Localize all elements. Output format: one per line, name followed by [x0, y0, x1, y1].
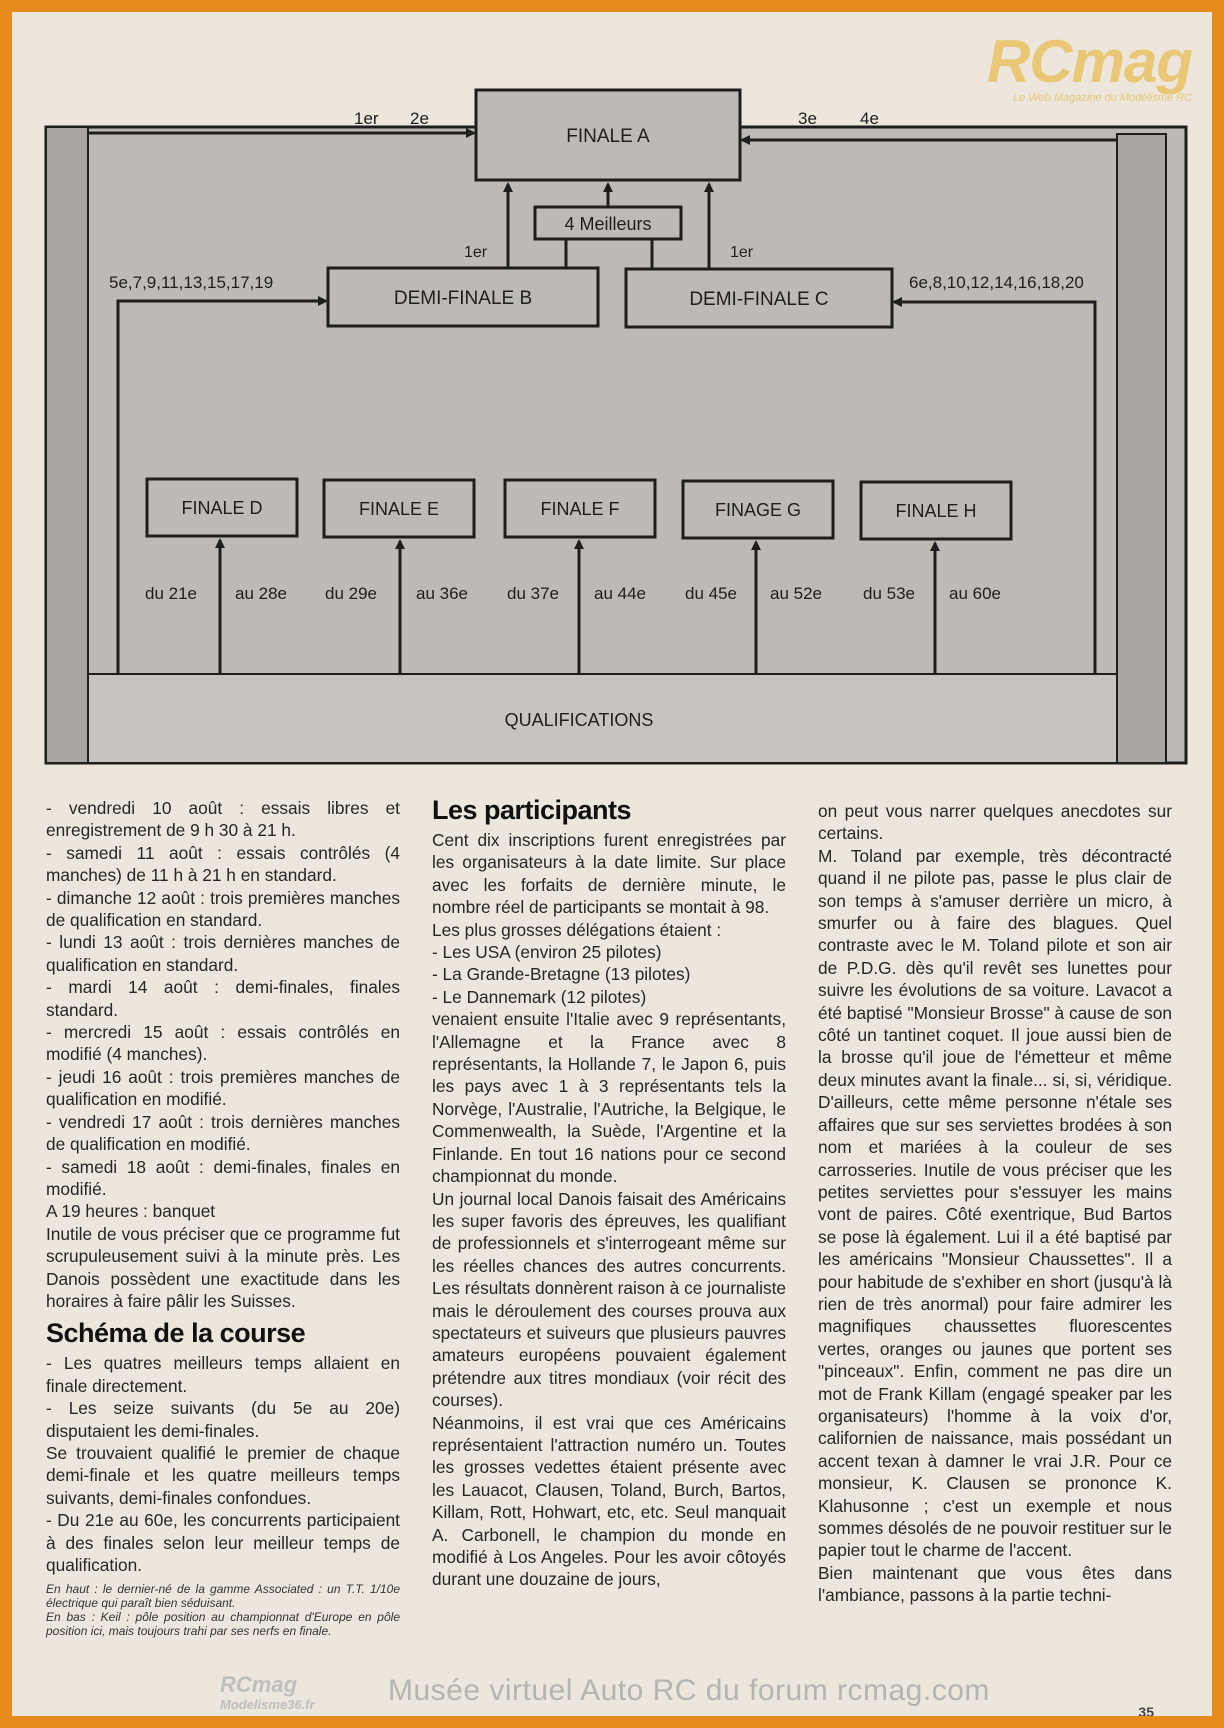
finale-g-label: FINAGE G: [714, 500, 802, 520]
finale-h-label: FINALE H: [895, 501, 977, 521]
schema-item: - Du 21e au 60e, les concurrents participaient à des finales selon leur meilleur temps de qualification.: [46, 1510, 400, 1575]
schema-heading: Schéma de la course: [46, 1318, 306, 1349]
schedule-item: - jeudi 16 août : trois premières manches de qualification en modifié.: [46, 1066, 400, 1110]
pos-1er: 1er: [354, 109, 379, 128]
column-3: [818, 800, 1172, 1607]
pos-3e: 3e: [798, 109, 817, 128]
article-paragraph: on peut vous narrer quelques anecdotes sur certains.: [818, 801, 1172, 844]
pos-2e: 2e: [410, 109, 429, 128]
demi-c-positions: 6e,8,10,12,14,16,18,20: [909, 273, 1084, 292]
logo-tagline: Le Web Magazine du Modélisme RC: [1013, 92, 1192, 104]
schema-item: - Les seize suivants (du 5e au 20e) disputaient les demi-finales.: [46, 1398, 400, 1441]
article-paragraph: M. Toland par exemple, très décontracté quand il ne pilote pas, passe le plus clair de son temps à s'amuser derrière un micro, à smurfer ou à faire des blagues. Quel contraste avec le M. Toland pilote et son air de P.D.G. dès qu'il revêt ses lunettes pour suivre les évolutions de sa voiture. Lavacot a été baptisé "Monsieur Brosse" à cause de son côté un tantinet coquet. Il joue aussi bien de la brosse qu'il joue de l'émetteur et même deux minutes avant la finale... si, si, véridique. D'ailleurs, cette même personne n'étale ses affaires que sur ses serviettes brodées à son nom et mariées à la couleur de ses carrosseries. Inutile de vous préciser que les petites serviettes pour s'essuyer les mains vont de paires. Côté exentrique, Bud Bartos se pose là également. Lui il a été baptisé par les américains "Monsieur Chaussettes". Il a pour habitude de s'exhiber en short (jusqu'à là rien de très anormal) pour faire admirer les magnifiques chaussettes fluorescentes vertes, oranges ou jaunes que portent ses "pinceaux". Enfin, comment ne pas dire un mot de Frank Killam (engagé speaker par les organisateurs) l'homme à la voix d'or, californien de naissance, mais possédant un accent texan à damner le vrai J.R. Pour ce monsieur, K. Clausen se prononce K. Klahusonne ; c'est un exemple et nous sommes désolés de ne pouvoir restituer sur le papier tout le charme de l'accent.: [818, 845, 1172, 1561]
schedule-item: - mercredi 15 août : essais contrôlés en modifié (4 manches).: [46, 1022, 400, 1065]
demi-b-winner: 1er: [464, 244, 488, 261]
delegation-item: - Le Dannemark (12 pilotes): [432, 986, 647, 1007]
museum-watermark: Musée virtuel Auto RC du forum rcmag.com: [388, 1674, 990, 1707]
right-bar: [1117, 134, 1166, 763]
article-paragraph: Bien maintenant que vous êtes dans l'ambiance, passons à la partie techni-: [818, 1562, 1172, 1606]
meilleurs-label: 4 Meilleurs: [564, 214, 652, 234]
footer-logo-text: RCmag: [220, 1672, 298, 1697]
schema-item: - Les quatres meilleurs temps allaient en finale directement.: [46, 1353, 400, 1396]
finale-e-to: au 36e: [416, 584, 468, 603]
finale-g-from: du 45e: [685, 584, 737, 603]
schedule-item: - samedi 11 août : essais contrôlés (4 manches) de 11 h à 21 h en standard.: [46, 842, 400, 886]
article-paragraph: Les plus grosses délégations étaient :: [432, 919, 722, 940]
finale-a-label: FINALE A: [566, 126, 650, 147]
schedule-item: A 19 heures : banquet: [46, 1201, 216, 1222]
finale-f-to: au 44e: [594, 584, 646, 603]
schedule-item: - dimanche 12 août : trois premières manches de qualification en standard.: [46, 887, 400, 931]
schedule-item: - vendredi 17 août : trois dernières manches de qualification en modifié.: [46, 1111, 400, 1155]
pos-4e: 4e: [860, 109, 879, 128]
article-paragraph: Cent dix inscriptions furent enregistrées par les organisateurs à la date limite. Sur place avec les forfaits de dernière minute, le nombre réel de participants se montait à 98.: [432, 830, 786, 918]
demi-finale-b-label: DEMI-FINALE B: [393, 288, 533, 309]
delegation-item: - Les USA (environ 25 pilotes): [432, 942, 662, 963]
finale-g-to: au 52e: [770, 584, 822, 603]
left-bar: [46, 127, 88, 763]
logo-title: RCmag: [986, 28, 1192, 95]
finale-e-from: du 29e: [325, 584, 377, 603]
magazine-page: [12, 12, 1212, 1716]
column-2: [432, 795, 786, 1591]
column-1: [46, 797, 400, 1638]
schema-item: Se trouvaient qualifié le premier de chaque demi-finale et les quatre meilleurs temps suivants, demi-finales confondues.: [46, 1442, 400, 1508]
schedule-item: - mardi 14 août : demi-finales, finales standard.: [46, 977, 400, 1020]
participants-heading: Les participants: [432, 795, 632, 825]
finale-h-from: du 53e: [863, 584, 915, 603]
article-paragraph: Néanmoins, il est vrai que ces Américains représentaient l'attraction numéro un. Toutes les grosses vedettes étaient présente avec les Lauacot, Clausen, Toland, Burch, Bartos, Killam, Rott, Hohwart, etc, etc. Seul manquait A. Carbonell, le champion du monde en modifié à Los Angeles. Pour les avoir côtoyés durant une douzaine de jours,: [432, 1412, 786, 1590]
finale-e-label: FINALE E: [358, 499, 440, 519]
schedule-paragraph: Inutile de vous préciser que ce programme fut scrupuleusement suivi à la minute près. Les Danois possèdent une exactitude dans les horaires à faire pâlir les Suisses.: [46, 1223, 400, 1311]
schedule-list: [46, 797, 400, 1312]
demi-b-positions: 5e,7,9,11,13,15,17,19: [109, 273, 274, 292]
footer-site: Modelisme36.fr: [220, 1697, 315, 1712]
race-schema-diagram: [12, 12, 1212, 772]
finale-d-to: au 28e: [235, 584, 287, 603]
photo-caption-bottom: En bas : Keil : pôle position au championnat d'Europe en pôle position ici, mais toujours trahi par ses nerfs en finale.: [46, 1610, 400, 1639]
demi-finale-c-label: DEMI-FINALE C: [689, 289, 829, 310]
footer-logo: [220, 1672, 315, 1715]
demi-c-winner: 1er: [730, 244, 754, 261]
page-number: 35: [1138, 1704, 1154, 1716]
finale-f-label: FINALE F: [540, 499, 620, 519]
finale-d-from: du 21e: [145, 584, 197, 603]
finale-h-to: au 60e: [949, 584, 1001, 603]
schedule-item: - samedi 18 août : demi-finales, finales en modifié.: [46, 1156, 400, 1199]
schedule-item: - lundi 13 août : trois dernières manches de qualification en standard.: [46, 932, 400, 975]
finale-d-label: FINALE D: [181, 498, 263, 518]
photo-caption-top: En haut : le dernier-né de la gamme Associated : un T.T. 1/10e électrique qui paraît bien séduisant.: [46, 1582, 400, 1611]
article-paragraph: venaient ensuite l'Italie avec 9 représentants, l'Allemagne et la France avec 8 représentants, la Hollande 7, le Japon 6, puis les pays avec 1 à 3 représentants tels la Norvège, l'Australie, l'Autriche, la Belgique, le Commenwealth, la Suède, l'Argentine et la Finlande. En tout 16 nations pour ce second championnat du monde.: [432, 1009, 786, 1187]
qualifications-label: QUALIFICATIONS: [504, 710, 654, 730]
article-paragraph: Un journal local Danois faisait des Américains les super favoris des épreuves, les qualifiant de professionnels et s'interrogeant même sur les réelles chances des autres concurrents. Les résultats donnèrent raison à ce journaliste mais le déroulement des courses prouva aux spectateurs et suiveurs que plusieurs pauvres amateurs européens pouvaient également prétendre aux titres mondiaux (voir récit des courses).: [432, 1188, 786, 1411]
finale-f-from: du 37e: [507, 584, 559, 603]
delegation-item: - La Grande-Bretagne (13 pilotes): [432, 964, 691, 985]
schedule-item: - vendredi 10 août : essais libres et enregistrement de 9 h 30 à 21 h.: [46, 798, 400, 841]
